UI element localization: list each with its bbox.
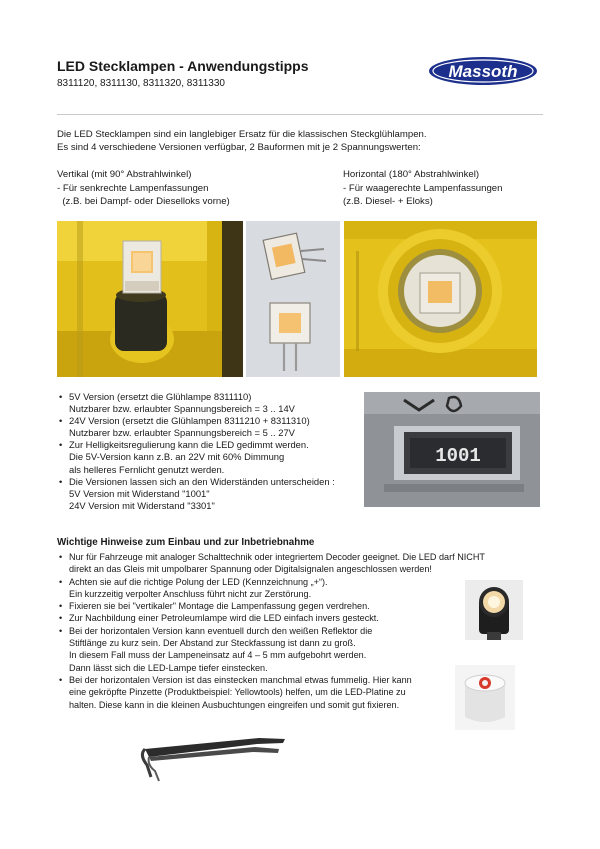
resistor-code: 1001 bbox=[435, 445, 481, 467]
hint-line: eine gekröpfte Pinzette (Produktbeispiel: Yellowtools) helfen, um die LED-Platine zu bbox=[69, 687, 406, 698]
photo-resistor-closeup bbox=[364, 392, 540, 507]
photo-vertical-led-in-socket bbox=[57, 221, 243, 377]
vertical-heading: Vertikal (mit 90° Abstrahlwinkel) bbox=[57, 169, 192, 180]
spec-line: Nutzbarer bzw. erlaubter Spannungsbereich = 5 .. 27V bbox=[69, 427, 295, 439]
list-item bbox=[69, 476, 358, 512]
list-item bbox=[69, 391, 358, 415]
spec-line: 5V Version mit Widerstand "1001" bbox=[69, 487, 210, 499]
massoth-logo bbox=[428, 56, 538, 86]
intro-line: Die LED Stecklampen sind ein langlebiger Ersatz für die klassischen Steckglühlampen. bbox=[57, 129, 427, 140]
hint-line: halten. Diese kann in die kleinen Ausbuchtungen eingreifen und somit gut fixieren. bbox=[69, 699, 400, 710]
photo-tweezers bbox=[137, 735, 287, 783]
list-item bbox=[69, 551, 544, 576]
photo-white-reflector bbox=[455, 665, 515, 730]
page-title: LED Stecklampen - Anwendungstipps bbox=[57, 58, 309, 74]
hint-line: • Zur Nachbildung einer Petroleumlampe wird die LED einfach invers gesteckt. bbox=[69, 613, 379, 624]
spec-list bbox=[58, 391, 358, 512]
photo-horizontal-led-in-housing bbox=[344, 221, 537, 377]
hint-line: • Bei der horizontalen Version ist das einstecken manchmal etwas fummelig. Hier kann bbox=[69, 674, 412, 685]
article-numbers: 8311120, 8311130, 8311320, 8311330 bbox=[57, 78, 225, 89]
hint-line: • Nur für Fahrzeuge mit analoger Schalttechnik oder integriertem Decoder geeignet. Die LED darf NICHT bbox=[69, 552, 485, 562]
logo-text: Massoth bbox=[448, 62, 518, 81]
hint-line: • Bei der horizontalen Version kann eventuell durch den weißen Reflektor die bbox=[69, 625, 373, 636]
spec-line: • Die Versionen lassen sich an den Widerständen unterscheiden : bbox=[69, 475, 335, 487]
hint-line: Stiftlänge zu kurz sein. Der Abstand zur Steckfassung ist dann zu groß. bbox=[69, 638, 356, 649]
list-item bbox=[69, 415, 358, 439]
hint-line: Dann lässt sich die LED-Lampe tiefer einstecken. bbox=[69, 662, 268, 673]
spec-line: • Zur Helligkeitsregulierung kann die LED gedimmt werden. bbox=[69, 439, 309, 451]
vertical-version-description bbox=[57, 168, 230, 209]
hint-line: • Achten sie auf die richtige Polung der LED (Kennzeichnung „+“). bbox=[69, 576, 328, 587]
list-item bbox=[69, 439, 358, 475]
photo-lit-lamp bbox=[465, 580, 523, 640]
hint-line: direkt an das Gleis mit umpolbarer Spannung oder Digitalsignalen angeschlossen werden! bbox=[69, 564, 432, 575]
header-divider bbox=[57, 114, 543, 115]
hint-line: • Fixieren sie bei "vertikaler" Montage die Lampenfassung gegen verdrehen. bbox=[69, 601, 370, 612]
intro-text bbox=[57, 128, 427, 154]
photo-led-modules bbox=[246, 221, 340, 377]
horizontal-version-description bbox=[343, 168, 502, 209]
horizontal-line: (z.B. Diesel- + Eloks) bbox=[343, 196, 433, 207]
spec-line: • 5V Version (ersetzt die Glühlampe 8311110) bbox=[69, 391, 252, 402]
spec-line: Die 5V-Version kann z.B. an 22V mit 60% Dimmung bbox=[69, 451, 285, 463]
vertical-line: - Für senkrechte Lampenfassungen bbox=[57, 182, 209, 194]
hints-heading: Wichtige Hinweise zum Einbau und zur Inbetriebnahme bbox=[57, 537, 315, 548]
spec-line: als helleres Fernlicht genutzt werden. bbox=[69, 463, 225, 475]
vertical-line: (z.B. bei Dampf- oder Dieselloks vorne) bbox=[57, 196, 230, 207]
horizontal-heading: Horizontal (180° Abstrahlwinkel) bbox=[343, 169, 480, 180]
intro-line: Es sind 4 verschiedene Versionen verfügbar, 2 Bauformen mit je 2 Spannungswerten: bbox=[57, 142, 421, 153]
spec-line: Nutzbarer bzw. erlaubter Spannungsbereich = 3 .. 14V bbox=[69, 403, 295, 415]
hint-line: Ein kurzzeitig verpolter Anschluss führt nicht zur Zerstörung. bbox=[69, 588, 312, 599]
spec-line: • 24V Version (ersetzt die Glühlampen 8311210 + 8311310) bbox=[69, 415, 310, 427]
spec-line: 24V Version mit Widerstand "3301" bbox=[69, 499, 215, 511]
horizontal-line: - Für waagerechte Lampenfassungen bbox=[343, 182, 503, 194]
hint-line: In diesem Fall muss der Lampeneinsatz auf 4 – 5 mm aufgebohrt werden. bbox=[69, 650, 367, 661]
